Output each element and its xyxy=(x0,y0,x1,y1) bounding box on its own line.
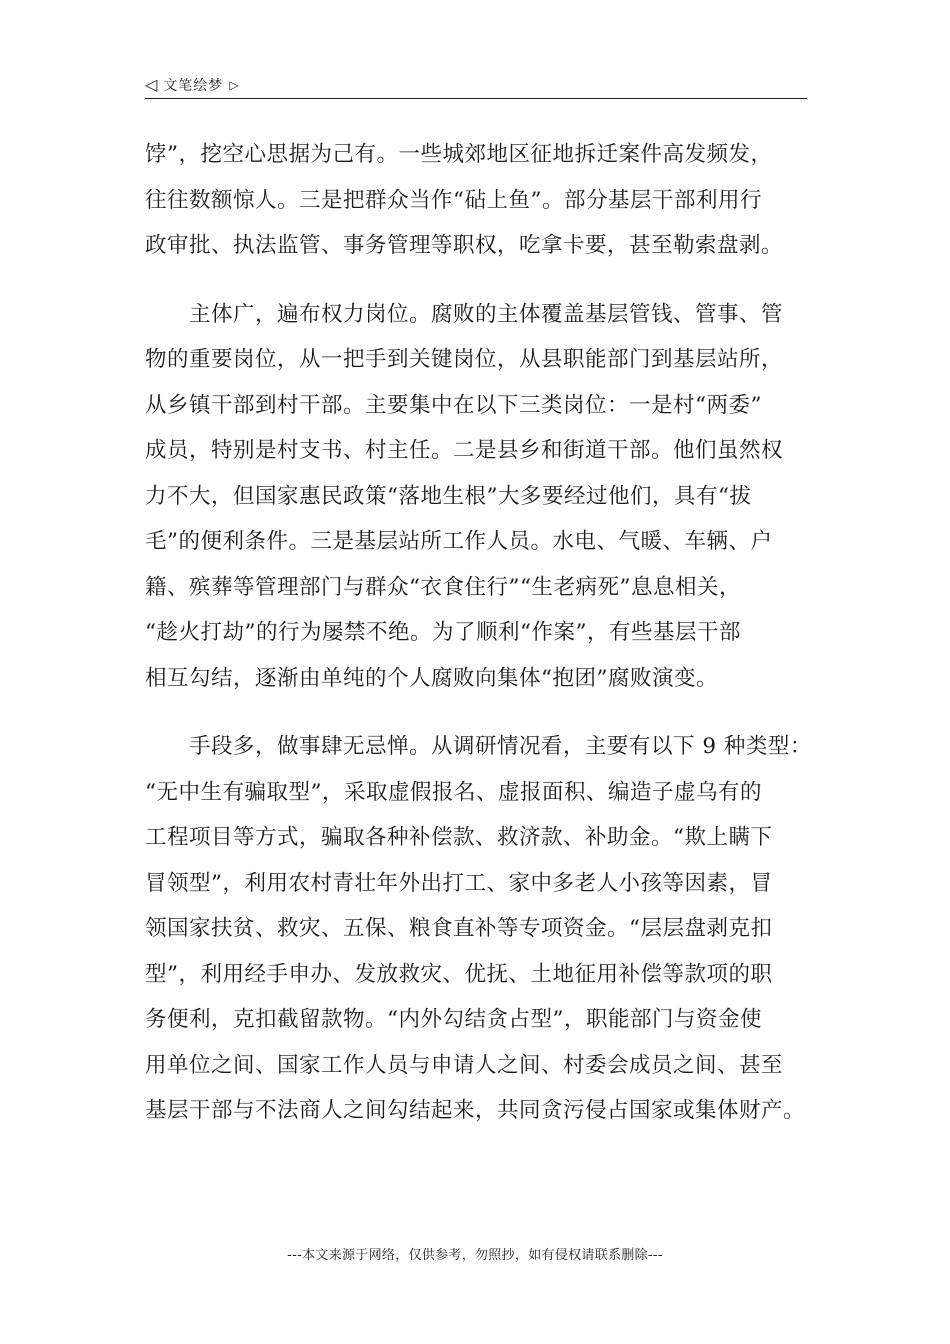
text-line: 政审批、执法监管、事务管理等职权，吃拿卡要，甚至勒索盘剥。 xyxy=(145,233,784,258)
text-line: 毛”的便利条件。三是基层站所工作人员。水电、气暖、车辆、户 xyxy=(145,529,773,554)
text-line: 基层干部与不法商人之间勾结起来，共同贪污侵占国家或集体财产。 xyxy=(145,1098,806,1123)
paragraph-3 xyxy=(145,724,812,1134)
text-line: 往往数额惊人。三是把群众当作“砧上鱼”。部分基层干部利用行 xyxy=(145,187,762,213)
text-line: “无中生有骗取型”，采取虚假报名、虚报面积、编造子虚乌有的 xyxy=(145,779,762,805)
header-title: 文笔绘梦 xyxy=(163,78,224,94)
text-line: 用单位之间、国家工作人员与申请人之间、村委会成员之间、甚至 xyxy=(145,1052,784,1078)
page-footer: ---本文来源于网络，仅供参考，勿照抄，如有侵权请联系删除--- xyxy=(287,1248,663,1263)
text-line: 物的重要岗位，从一把手到关键岗位，从县职能部门到基层站所， xyxy=(145,347,784,372)
text-line: 主体广，遍布权力岗位。腐败的主体覆盖基层管钱、管事、管 xyxy=(189,301,784,327)
text-line: 成员，特别是村支书、村主任。二是县乡和街道干部。他们虽然权 xyxy=(145,438,784,463)
text-line: “趁火打劫”的行为屡禁不绝。为了顺利“作案”，有些基层干部 xyxy=(145,620,741,645)
text-line: 工程项目等方式，骗取各种补偿款、救济款、补助金。“欺上瞒下 xyxy=(145,825,773,850)
document-body xyxy=(145,132,812,1134)
text-line: 务便利，克扣截留款物。“内外勾结贪占型”，职能部门与资金使 xyxy=(145,1007,762,1032)
page-header xyxy=(145,72,807,99)
right-triangle-icon: ▷ xyxy=(229,78,239,92)
text-line: 饽”，挖空心思据为己有。一些城郊地区征地拆迁案件高发频发， xyxy=(145,142,773,167)
text-line: 领国家扶贫、救灾、五保、粮食直补等专项资金。“层层盘剥克扣 xyxy=(145,916,773,941)
paragraph-1 xyxy=(145,132,807,269)
text-line: 手段多，做事肆无忌惮。从调研情况看，主要有以下 9 种类型： xyxy=(189,734,812,759)
text-line: 型”，利用经手申办、发放救灾、优抚、土地征用补偿等款项的职 xyxy=(145,961,773,987)
text-line: 冒领型”，利用农村青壮年外出打工、家中多老人小孩等因素，冒 xyxy=(145,870,773,896)
left-triangle-icon: ◁ xyxy=(145,75,158,94)
text-line: 力不大，但国家惠民政策“落地生根”大多要经过他们，具有“拔 xyxy=(145,483,752,509)
paragraph-2 xyxy=(145,292,807,702)
text-line: 相互勾结，逐渐由单纯的个人腐败向集体“抱团”腐败演变。 xyxy=(145,665,718,691)
text-line: 籍、殡葬等管理部门与群众“衣食住行”“生老病死”息息相关， xyxy=(145,574,741,600)
text-line: 从乡镇干部到村干部。主要集中在以下三类岗位：一是村“两委” xyxy=(145,392,762,418)
